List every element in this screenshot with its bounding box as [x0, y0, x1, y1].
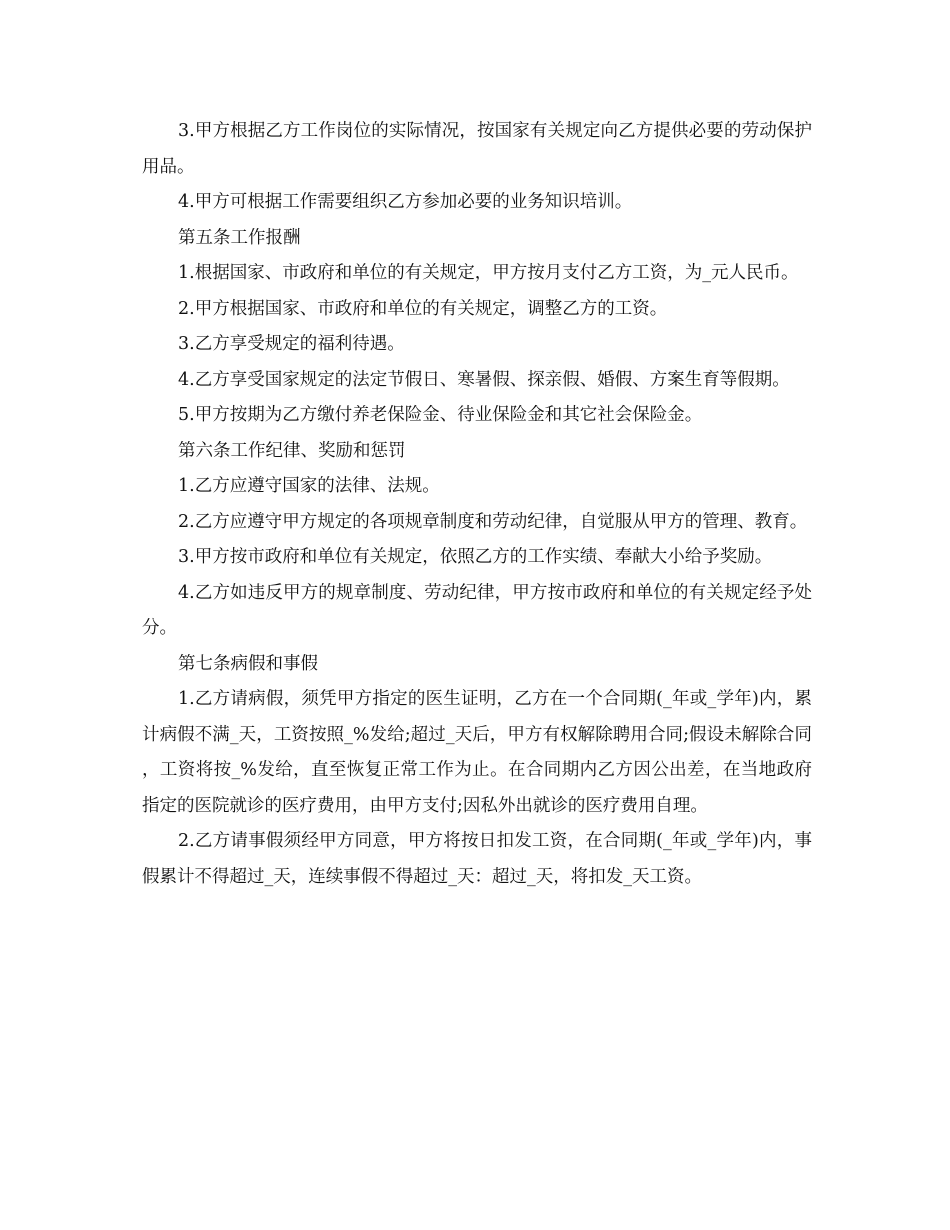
clause-paragraph: 4.乙方如违反甲方的规章制度、劳动纪律，甲方按市政府和单位的有关规定经予处分。	[142, 582, 812, 638]
clause-paragraph: 1.乙方请病假，须凭甲方指定的医生证明，乙方在一个合同期(_年或_学年)内，累计病假不满_天，工资按照_%发给;超过_天后，甲方有权解除聘用合同;假设未解除合同，工资将按_%发给，直至恢复正常工作为止。在合同期内乙方因公出差，在当地政府指定的医院就诊的医疗费用，由甲方支付;因私外出就诊的医疗费用自理。	[142, 689, 812, 816]
clause-paragraph: 1.根据国家、市政府和单位的有关规定，甲方按月支付乙方工资，为_元人民币。	[178, 263, 799, 283]
clause-paragraph: 3.乙方享受规定的福利待遇。	[178, 334, 405, 354]
clause-paragraph: 2.乙方请事假须经甲方同意，甲方将按日扣发工资，在合同期(_年或_学年)内，事假累计不得超过_天，连续事假不得超过_天：超过_天，将扣发_天工资。	[142, 831, 812, 887]
section-heading: 第六条工作纪律、奖励和惩罚	[178, 440, 406, 461]
section-heading: 第七条病假和事假	[178, 653, 318, 674]
section-heading: 第五条工作报酬	[178, 227, 301, 248]
clause-paragraph: 3.甲方根据乙方工作岗位的实际情况，按国家有关规定向乙方提供必要的劳动保护用品。	[142, 121, 812, 177]
clause-paragraph: 2.乙方应遵守甲方规定的各项规章制度和劳动纪律，自觉服从甲方的管理、教育。	[178, 511, 808, 532]
clause-paragraph: 4.甲方可根据工作需要组织乙方参加必要的业务知识培训。	[178, 192, 633, 212]
clause-paragraph: 1.乙方应遵守国家的法律、法规。	[178, 476, 440, 496]
clause-paragraph: 4.乙方享受国家规定的法定节假日、寒暑假、探亲假、婚假、方案生育等假期。	[178, 369, 790, 390]
clause-paragraph: 3.甲方按市政府和单位有关规定，依照乙方的工作实绩、奉献大小给予奖励。	[178, 547, 773, 567]
clause-paragraph: 5.甲方按期为乙方缴付养老保险金、待业保险金和其它社会保险金。	[178, 405, 703, 425]
clause-paragraph: 2.甲方根据国家、市政府和单位的有关规定，调整乙方的工资。	[178, 298, 668, 319]
contract-body	[142, 114, 812, 895]
